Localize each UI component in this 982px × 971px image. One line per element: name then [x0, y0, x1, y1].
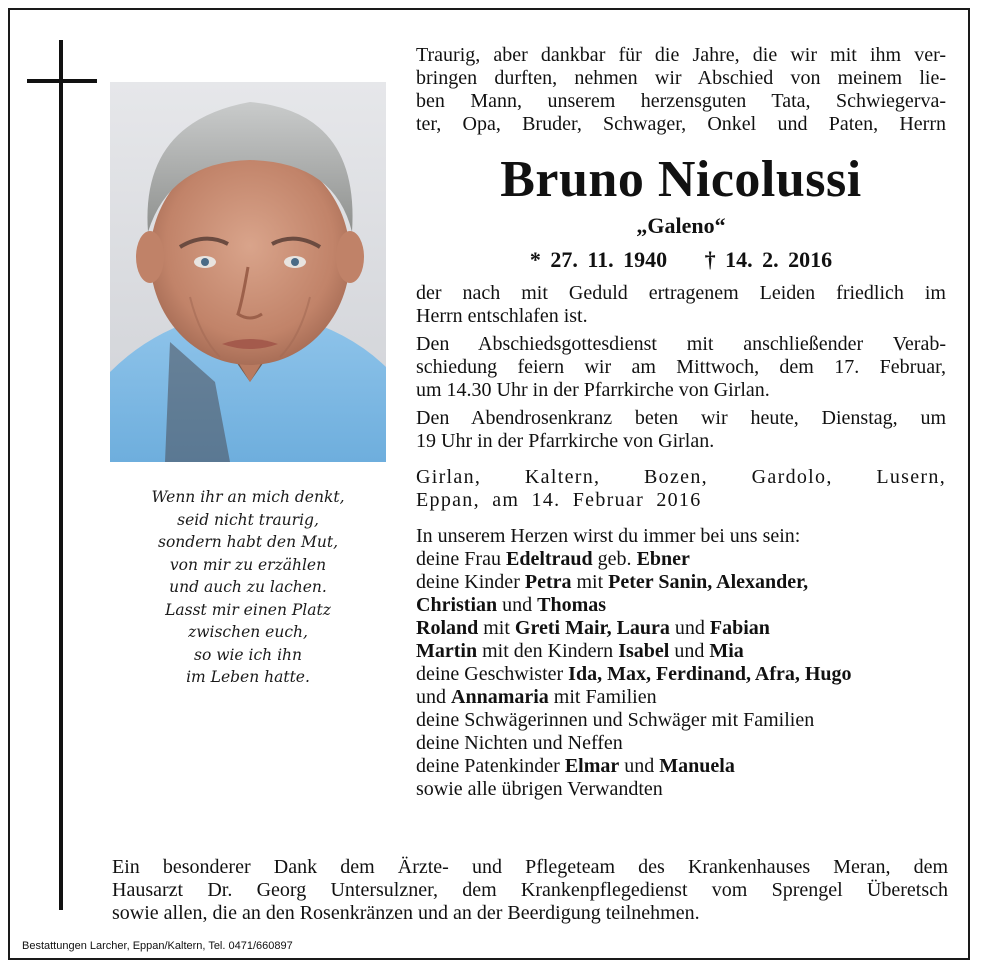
poem-line: Wenn ihr an mich denkt, [151, 488, 345, 506]
deceased-nickname: „Galeno“ [636, 213, 726, 238]
poem-line: zwischen euch, [188, 623, 308, 641]
family-heading: In unserem Herzen wirst du immer bei uns sein: [416, 525, 801, 547]
cross-icon-vertical [59, 40, 63, 910]
poem-line: und auch zu lachen. [169, 578, 327, 596]
family-line: deine Schwägerinnen und Schwäger mit Familien [416, 709, 815, 731]
text-line: Den Abendrosenkranz beten wir heute, Dienstag, um [416, 407, 946, 429]
intro-line: ter, Opa, Bruder, Schwager, Onkel und Paten, Herrn [416, 113, 946, 135]
poem-line: Lasst mir einen Platz [165, 600, 331, 619]
family-line: deine Patenkinder Elmar und Manuela [416, 755, 735, 777]
family-line: Christian und Thomas [416, 594, 607, 616]
portrait-photo [110, 82, 386, 462]
funeral-paragraph [416, 333, 946, 402]
life-dates [416, 246, 946, 274]
text-line: Den Abschiedsgottesdienst mit anschließender Verab- [416, 333, 946, 355]
place-date [416, 466, 946, 512]
poem-line: im Leben hatte. [186, 668, 310, 686]
family-line: deine Nichten und Neffen [416, 732, 623, 754]
cross-icon-horizontal [27, 79, 97, 83]
family-line: Martin mit den Kindern Isabel und Mia [416, 640, 744, 662]
text-line: Eppan, am 14. Februar 2016 [416, 489, 702, 511]
deceased-name: Bruno Nicolussi [500, 151, 862, 208]
thanks-line: sowie allen, die an den Rosenkränzen und an der Beerdigung teilnehmen. [112, 902, 700, 924]
death-date: † 14. 2. 2016 [704, 247, 833, 272]
family-line: sowie alle übrigen Verwandten [416, 778, 663, 800]
intro-line: Traurig, aber dankbar für die Jahre, die wir mit ihm ver- [416, 44, 946, 66]
obituary-text [416, 44, 946, 801]
family-line: deine Frau Edeltraud geb. Ebner [416, 548, 690, 570]
family-line: deine Kinder Petra mit Peter Sanin, Alexander, [416, 571, 809, 593]
funeral-home-footer: Bestattungen Larcher, Eppan/Kaltern, Tel. 0471/660897 [22, 940, 293, 952]
text-line: schiedung feiern wir am Mittwoch, dem 17. Februar, [416, 356, 946, 378]
family-list [416, 525, 946, 801]
rosary-paragraph [416, 407, 946, 453]
birth-date: * 27. 11. 1940 [529, 247, 668, 272]
text-line: Herrn entschlafen ist. [416, 305, 588, 327]
thanks-paragraph [112, 856, 948, 925]
thanks-line: Hausarzt Dr. Georg Untersulzner, dem Krankenpflegedienst vom Sprengel Überetsch [112, 879, 948, 901]
text-line: 19 Uhr in der Pfarrkirche von Girlan. [416, 430, 715, 452]
intro-line: ben Mann, unserem herzensguten Tata, Schwiegerva- [416, 90, 946, 112]
poem-line: von mir zu erzählen [169, 555, 327, 574]
text-line: Girlan, Kaltern, Bozen, Gardolo, Lusern, [416, 466, 946, 488]
poem-line: sondern habt den Mut, [158, 533, 338, 551]
text-line: um 14.30 Uhr in der Pfarrkirche von Girlan. [416, 379, 770, 401]
poem-line: so wie ich ihn [193, 645, 302, 664]
poem [120, 486, 376, 689]
thanks-line: Ein besonderer Dank dem Ärzte- und Pflegeteam des Krankenhauses Meran, dem [112, 856, 948, 878]
portrait-image [110, 82, 386, 462]
poem-line: seid nicht traurig, [177, 510, 319, 529]
family-line: und Annamaria mit Familien [416, 686, 657, 708]
intro-line: bringen durften, nehmen wir Abschied von meinem lie- [416, 67, 946, 89]
passing-paragraph [416, 282, 946, 328]
text-line: der nach mit Geduld ertragenem Leiden friedlich im [416, 282, 946, 304]
family-line: deine Geschwister Ida, Max, Ferdinand, Afra, Hugo [416, 663, 852, 685]
family-line: Roland mit Greti Mair, Laura und Fabian [416, 617, 770, 639]
